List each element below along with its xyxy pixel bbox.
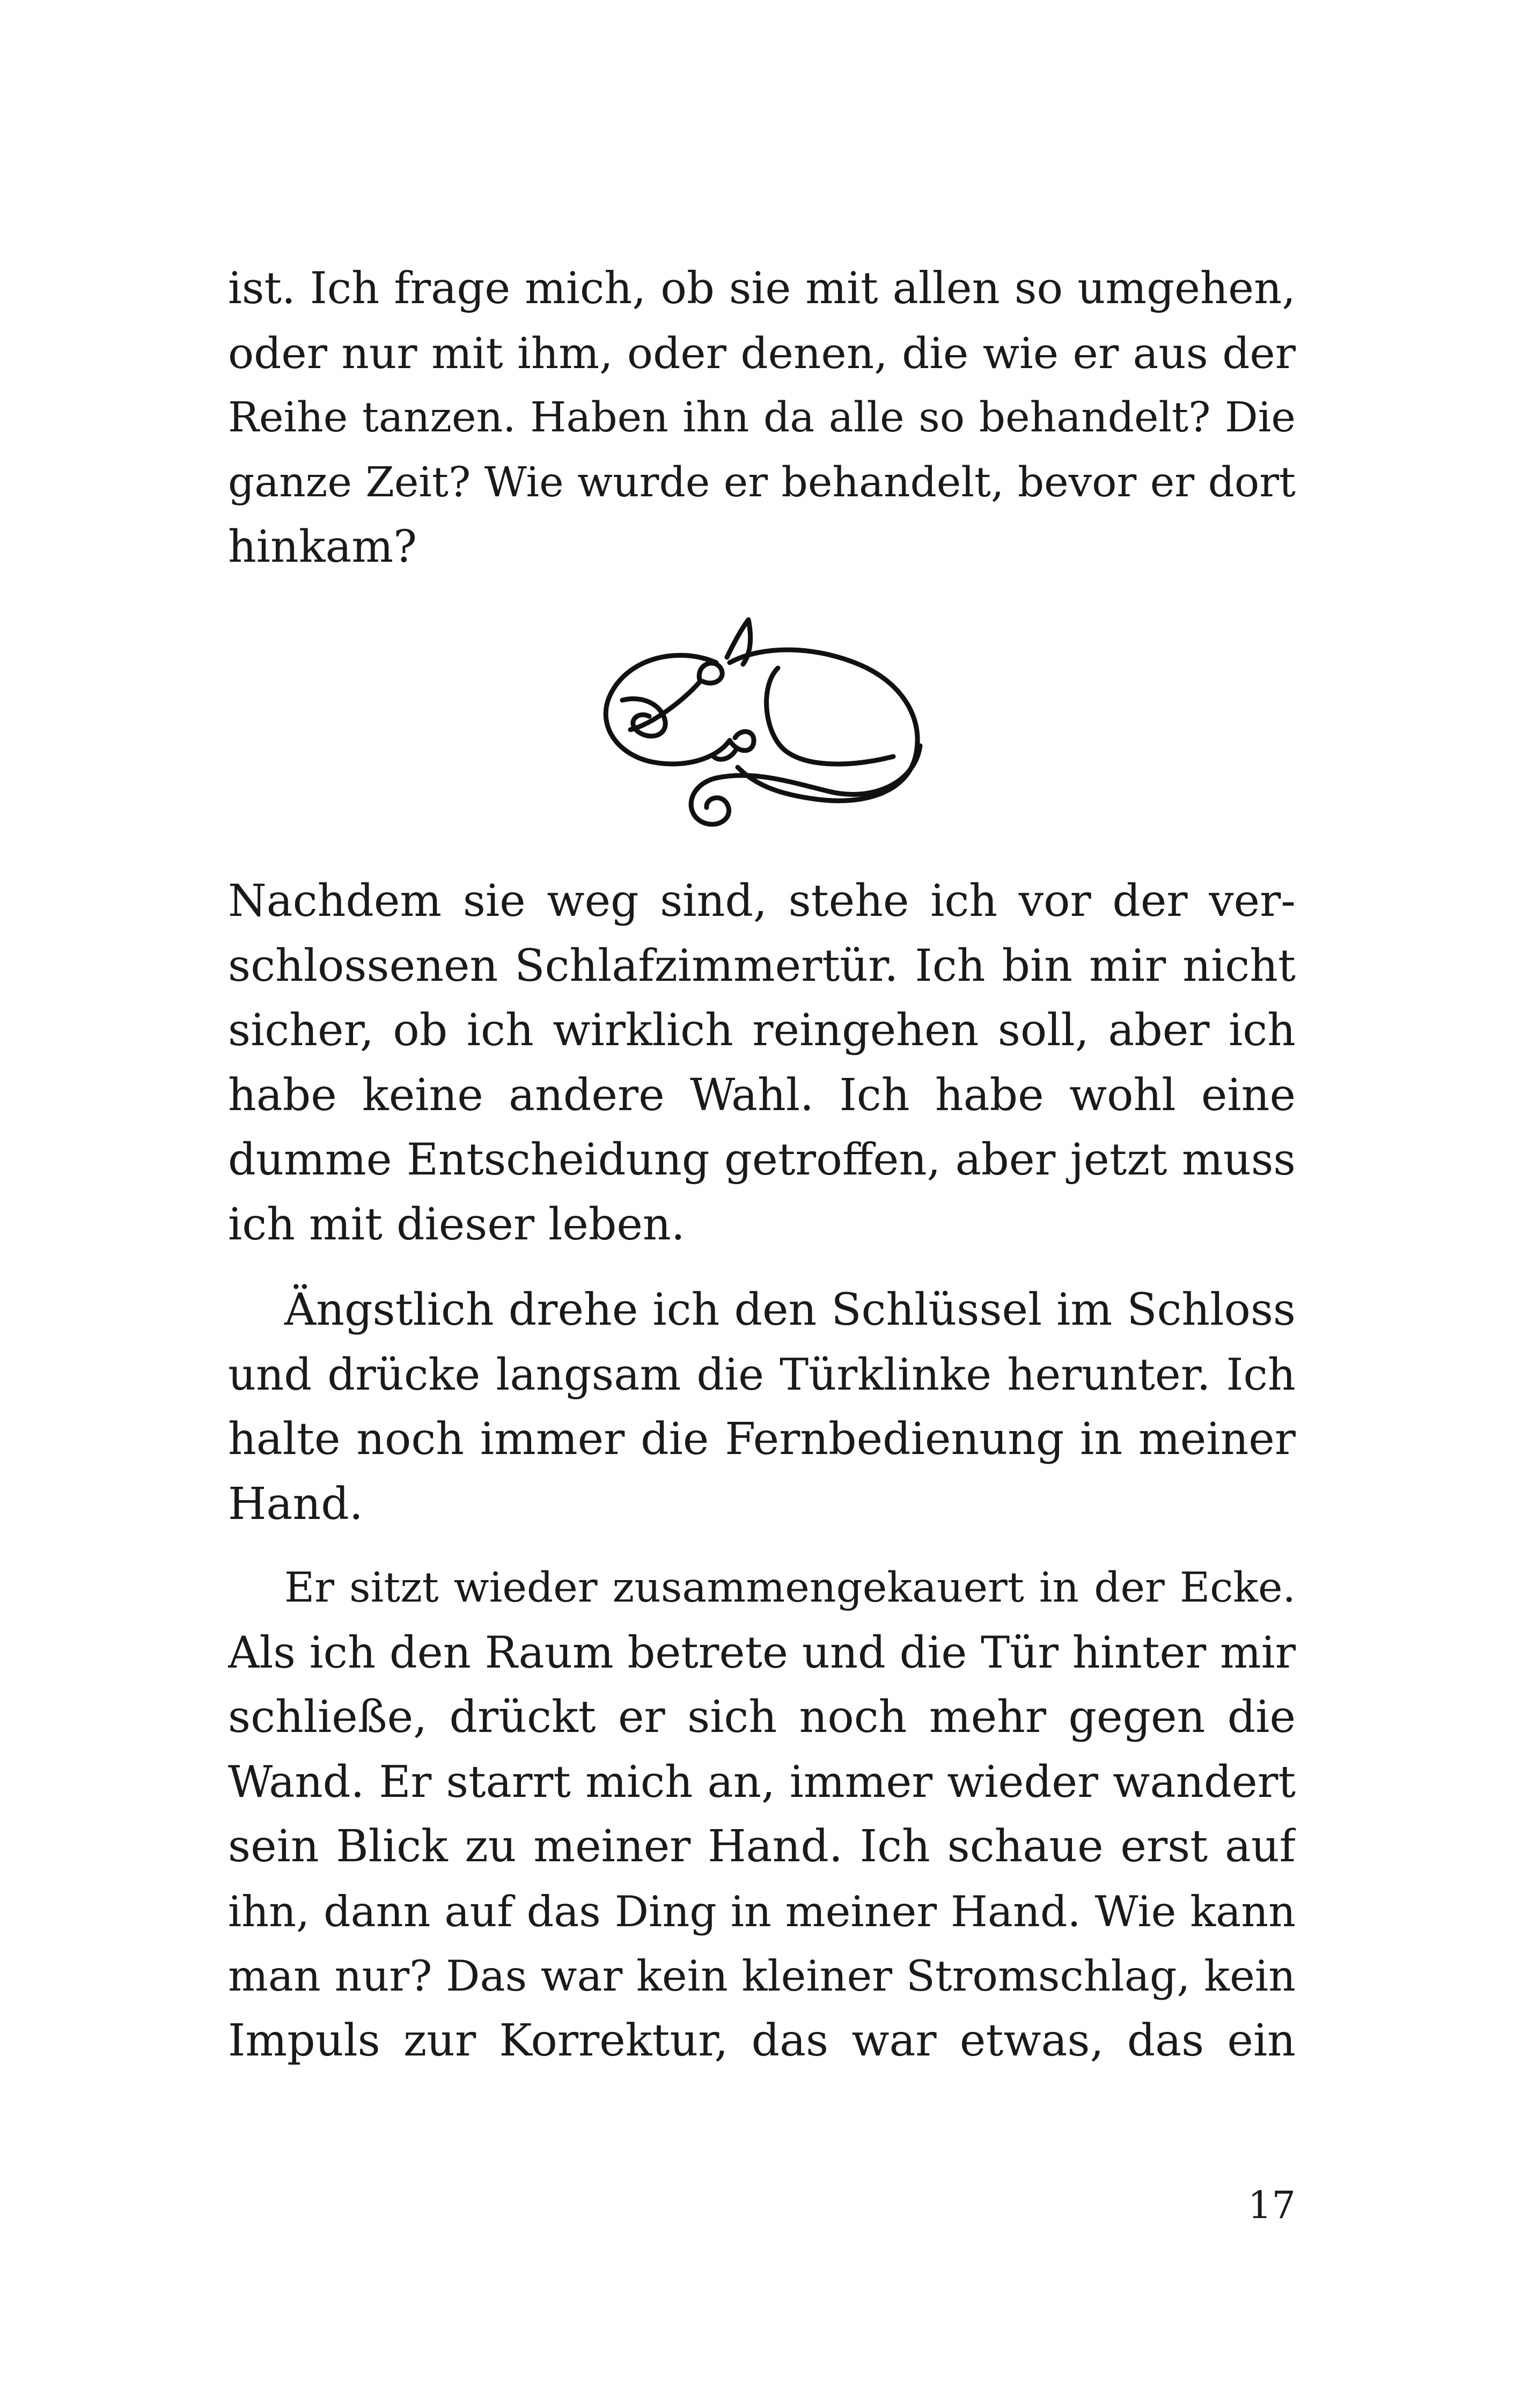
text-line: Impuls zur Korrektur, das war etwas, das ein — [228, 2015, 1296, 2066]
paragraph-3 — [228, 1278, 1296, 1537]
text-line: ist. Ich frage mich, ob sie mit allen so umgehen, — [228, 263, 1296, 314]
page-number: 17 — [1247, 2183, 1296, 2227]
sleeping-cat-line-drawing-icon — [593, 606, 936, 842]
text-line: Nachdem sie weg sind, stehe ich vor der ver- — [228, 876, 1296, 927]
paragraph-2 — [228, 869, 1296, 1257]
text-line: habe keine andere Wahl. Ich habe wohl eine — [228, 1069, 1296, 1121]
text-line: sicher, ob ich wirklich reingehen soll, aber ich — [228, 1005, 1296, 1056]
text-line: dumme Entscheidung getroffen, aber jetzt muss — [228, 1135, 1296, 1185]
text-line: Hand. — [228, 1478, 363, 1530]
text-line: ihn, dann auf das Ding in meiner Hand. Wie kann — [228, 1886, 1296, 1936]
text-line: Reihe tanzen. Haben ihn da alle so behandelt? Die — [228, 394, 1296, 442]
text-line: schließe, drückt er sich noch mehr gegen die — [228, 1692, 1296, 1743]
text-line: Er sitzt wieder zusammengekauert in der Ecke. — [284, 1564, 1296, 1612]
text-line: halte noch immer die Fernbedienung in meiner — [228, 1414, 1296, 1465]
text-line: oder nur mit ihm, oder denen, die wie er aus der — [228, 328, 1296, 378]
paragraph-1 — [228, 256, 1296, 580]
text-line: Ängstlich drehe ich den Schlüssel im Schloss — [284, 1284, 1296, 1335]
text-line: man nur? Das war kein kleiner Stromschlag, kein — [228, 1951, 1296, 2001]
text-line: ganze Zeit? Wie wurde er behandelt, bevor er dort — [228, 458, 1296, 506]
text-line: sein Blick zu meiner Hand. Ich schaue erst auf — [228, 1821, 1296, 1872]
text-line: schlossenen Schlafzimmertür. Ich bin mir nicht — [228, 940, 1296, 992]
text-line: ich mit dieser leben. — [228, 1199, 685, 1250]
text-line: Wand. Er starrt mich an, immer wieder wandert — [228, 1757, 1296, 1808]
text-line: hinkam? — [228, 522, 417, 572]
paragraph-4 — [228, 1556, 1296, 2073]
text-line: und drücke langsam die Türklinke herunter. Ich — [228, 1349, 1296, 1400]
text-line: Als ich den Raum betrete und die Tür hinter mir — [228, 1627, 1296, 1678]
